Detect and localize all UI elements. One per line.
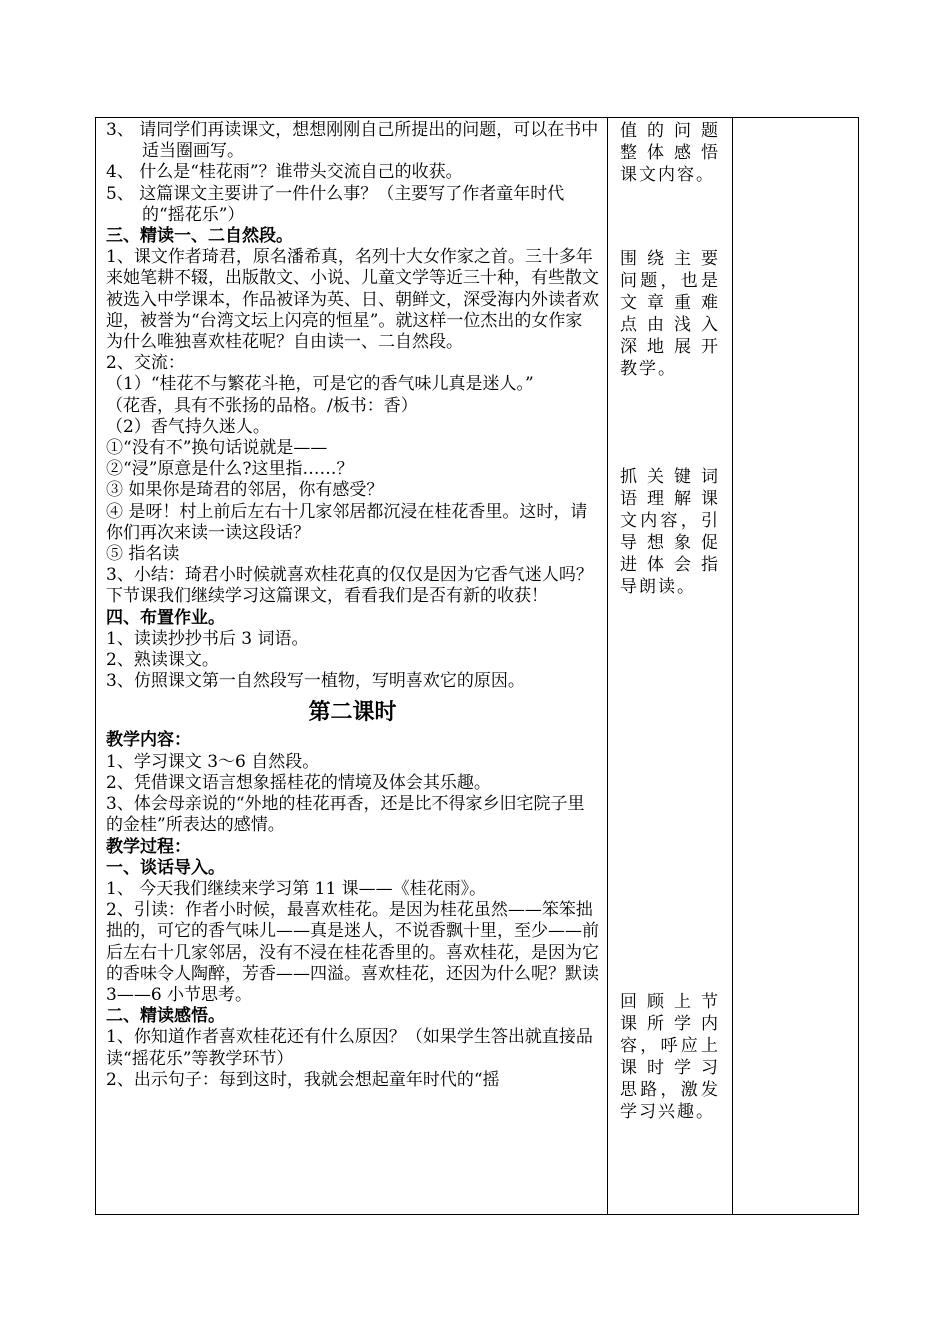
text-line: 1、 今天我们继续来学习第 11 课——《桂花雨》。 <box>106 878 487 899</box>
note-line: 文章重难 <box>620 293 720 313</box>
note-line: 点由浅入 <box>620 315 720 335</box>
text-line: 2、交流： <box>106 353 185 374</box>
section-heading: 三、精读一、二自然段。 <box>106 226 293 247</box>
note-line: 文内容，引 <box>620 511 720 531</box>
text-line: 3、体会母亲说的“外地的桂花再香，还是比不得家乡旧宅院子里的金桂”所表达的感情。 <box>106 794 585 836</box>
lesson-title: 第二课时 <box>308 699 397 726</box>
design-note-4 <box>620 991 720 1123</box>
note-line: 围绕主要 <box>620 249 720 269</box>
note-line: 值的问题 <box>620 121 720 141</box>
text-line: ①“没有不”换句话说就是—— <box>106 438 328 459</box>
text-line: 1、读读抄抄书后 3 词语。 <box>106 628 309 649</box>
main-content-cell <box>96 118 608 1215</box>
text-line: ⑤ 指名读 <box>106 544 180 565</box>
section-heading: 一、谈话导入。 <box>106 857 225 878</box>
note-line: 导想象促 <box>620 533 720 553</box>
lesson-two-text <box>106 730 599 1090</box>
note-line: 课文内容。 <box>620 165 715 185</box>
text-line: ④ 是呀！村上前后左右十几家邻居都沉浸在桂花香里。这时，请你们再次来读一读这段话？ <box>106 501 588 543</box>
text-line: （花香，具有不张扬的品格。/板书：香） <box>106 395 418 416</box>
text-line: （2）香气持久迷人。 <box>106 416 270 437</box>
note-line: 问题，也是 <box>620 271 720 291</box>
text-line: 3、小结：琦君小时候就喜欢桂花真的仅仅是因为它香气迷人吗？下节课我们继续学习这篇课文，看看我们是否有新的收获！ <box>106 565 593 607</box>
note-line: 深地展开 <box>620 337 720 357</box>
text-line: 2、出示句子：每到这时，我就会想起童年时代的“摇 <box>106 1069 500 1090</box>
text-line: 4、 什么是“桂花雨”？谁带头交流自己的收获。 <box>106 162 463 183</box>
lesson-one-text <box>106 120 599 692</box>
text-line: 2、熟读课文。 <box>106 650 219 671</box>
text-line: 1、你知道作者喜欢桂花还有什么原因？（如果学生答出就直接品读“摇花乐”等教学环节） <box>106 1027 593 1069</box>
note-line: 整体感悟 <box>620 143 720 163</box>
note-line: 导朗读。 <box>620 577 696 597</box>
text-line: ③ 如果你是琦君的邻居，你有感受？ <box>106 480 384 501</box>
design-note-3 <box>620 466 720 598</box>
note-line: 课时学习 <box>620 1058 720 1078</box>
notes-cell <box>608 118 733 1215</box>
blank-cell <box>733 118 859 1215</box>
lesson-plan-table <box>95 117 859 1215</box>
note-line: 语理解课 <box>620 489 720 509</box>
note-line: 容，呼应上 <box>620 1036 720 1056</box>
text-line: （1）“桂花不与繁花斗艳，可是它的香气味儿真是迷人。” <box>106 374 534 395</box>
note-line: 学习兴趣。 <box>620 1102 715 1122</box>
text-line: 3、仿照课文第一自然段写一植物，写明喜欢它的原因。 <box>106 671 525 692</box>
design-note-1 <box>620 120 720 186</box>
section-heading: 教学过程： <box>106 836 191 857</box>
section-heading: 二、精读感悟。 <box>106 1006 225 1027</box>
note-line: 进体会指 <box>620 555 720 575</box>
note-line: 教学。 <box>620 359 677 379</box>
note-line: 课所学内 <box>620 1014 720 1034</box>
text-line: 3、 请同学们再读课文，想想刚刚自己所提出的问题，可以在书中适当圈画写。 <box>106 120 599 162</box>
note-line: 回顾上节 <box>620 992 720 1012</box>
text-line: 1、课文作者琦君，原名潘希真，名列十大女作家之首。三十多年来她笔耕不辍，出版散文、小说、儿童文学等近三十种，有些散文被选入中学课本，作品被译为英、日、朝鲜文，深受海内外读者欢迎，被誉为“台湾文坛上闪亮的恒星”。就这样一位杰出的女作家为什么唯独喜欢桂花呢？自由读一、二自然段。 <box>106 247 599 353</box>
text-line: 2、引读：作者小时候，最喜欢桂花。是因为桂花虽然——笨笨拙拙的，可它的香气味儿——真是迷人，不说香飘十里，至少——前后左右十几家邻居，没有不浸在桂花香里的。喜欢桂花，是因为它的香味令人陶醉，芳香——四溢。喜欢桂花，还因为什么呢？默读 3——6 小节思考。 <box>106 900 599 1005</box>
section-heading: 四、布置作业。 <box>106 607 225 628</box>
design-note-2 <box>620 248 720 380</box>
text-line: 1、学习课文 3～6 自然段。 <box>106 751 320 772</box>
section-heading: 教学内容： <box>106 730 191 751</box>
text-line: ②“浸”原意是什么?这里指……？ <box>106 459 354 480</box>
note-line: 思路，激发 <box>620 1080 720 1100</box>
text-line: 2、凭借课文语言想象摇桂花的情境及体会其乐趣。 <box>106 772 491 793</box>
text-line: 5、 这篇课文主要讲了一件什么事？（主要写了作者童年时代的“摇花乐”） <box>106 183 565 225</box>
note-line: 抓关键词 <box>620 467 720 487</box>
